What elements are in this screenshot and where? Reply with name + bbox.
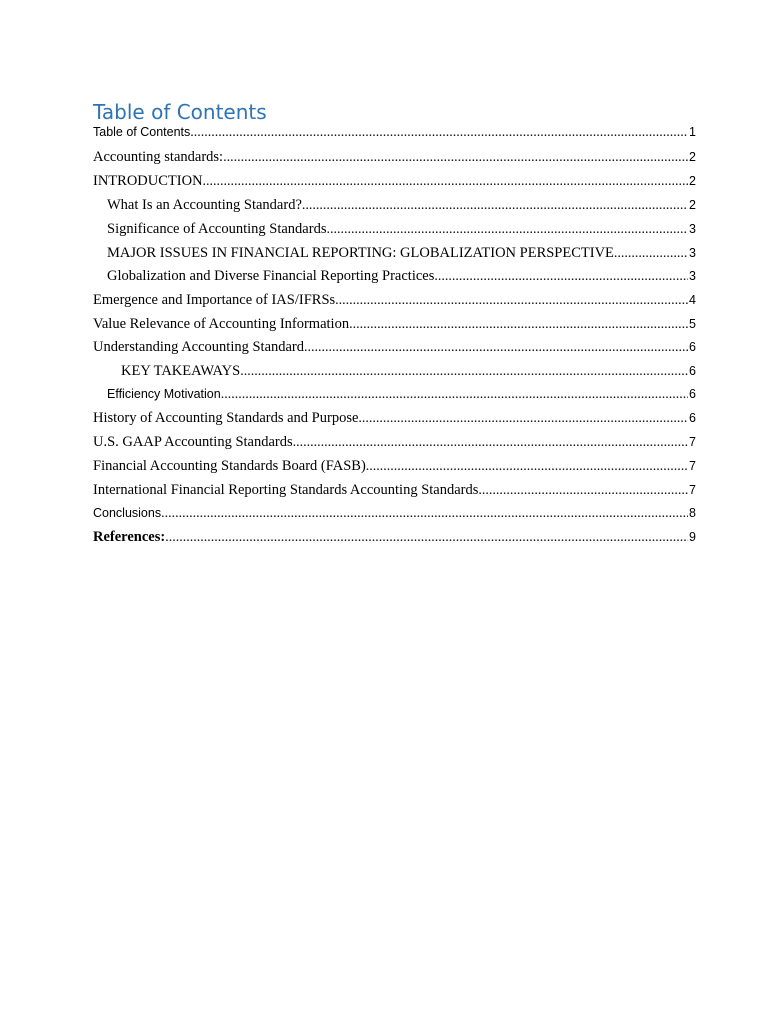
toc-dot-leader: [434, 269, 688, 285]
toc-dot-leader: [335, 293, 688, 309]
toc-page-number: 1: [689, 125, 696, 139]
toc-dot-leader: [302, 198, 688, 214]
toc-entry-text: KEY TAKEAWAYS: [121, 363, 241, 379]
toc-entry-text: Financial Accounting Standards Board (FASB): [93, 458, 366, 474]
toc-entry-text: Conclusions: [93, 506, 162, 520]
toc-entry-ifrs-standards[interactable]: [93, 482, 696, 502]
toc-entry-text: Understanding Accounting Standard: [93, 339, 305, 355]
toc-dot-leader: [293, 435, 688, 451]
toc-entry-text: U.S. GAAP Accounting Standards: [93, 434, 293, 450]
toc-entry-significance-of-accounting-standards[interactable]: [107, 221, 696, 241]
toc-dot-leader: [349, 317, 688, 333]
toc-entry-table-of-contents[interactable]: [93, 125, 696, 145]
toc-entry-references[interactable]: [93, 529, 696, 549]
toc-page-number: 7: [689, 435, 696, 449]
toc-entry-introduction[interactable]: [93, 173, 696, 193]
toc-entry-accounting-standards[interactable]: [93, 149, 696, 169]
toc-entry-text: What Is an Accounting Standard?: [107, 197, 302, 213]
toc-entry-value-relevance[interactable]: [93, 316, 696, 336]
toc-dot-leader: [223, 150, 688, 166]
toc-entry-what-is-an-accounting-standard[interactable]: [107, 197, 696, 217]
toc-page-number: 6: [689, 411, 696, 425]
toc-dot-leader: [614, 246, 688, 262]
toc-entry-text: Accounting standards:: [93, 149, 224, 165]
toc-page-number: 3: [689, 222, 696, 236]
toc-entry-text: MAJOR ISSUES IN FINANCIAL REPORTING: GLOBALIZATION PERSPECTIVE: [107, 245, 614, 261]
toc-page-number: 4: [689, 293, 696, 307]
toc-entry-text: Value Relevance of Accounting Information: [93, 316, 350, 332]
toc-entry-major-issues[interactable]: [107, 245, 696, 265]
toc-dot-leader: [165, 530, 688, 546]
toc-page-number: 6: [689, 340, 696, 354]
toc-dot-leader: [366, 459, 688, 475]
toc-entry-fasb[interactable]: [93, 458, 696, 478]
toc-entry-text: International Financial Reporting Standards Accounting Standards: [93, 482, 479, 498]
toc-entry-understanding-accounting-standard[interactable]: [93, 339, 696, 359]
toc-dot-leader: [358, 411, 688, 427]
toc-dot-leader: [478, 483, 688, 499]
toc-page-number: 6: [689, 364, 696, 378]
toc-dot-leader: [304, 340, 688, 356]
toc-entry-globalization-and-diverse-practices[interactable]: [107, 268, 696, 288]
toc-entry-efficiency-motivation[interactable]: [107, 387, 696, 407]
toc-page-number: 8: [689, 506, 696, 520]
toc-entry-text: References:: [93, 529, 166, 545]
toc-page-number: 2: [689, 150, 696, 164]
toc-entry-text: Emergence and Importance of IAS/IFRSs: [93, 292, 336, 308]
toc-entry-text: History of Accounting Standards and Purpose: [93, 410, 359, 426]
toc-dot-leader: [326, 222, 688, 238]
toc-page-number: 2: [689, 174, 696, 188]
toc-page-number: 5: [689, 317, 696, 331]
toc-entry-emergence-of-ias-ifrs[interactable]: [93, 292, 696, 312]
toc-dot-leader: [240, 364, 688, 380]
toc-entry-us-gaap[interactable]: [93, 434, 696, 454]
toc-dot-leader: [161, 506, 688, 522]
toc-entry-conclusions[interactable]: [93, 506, 696, 526]
toc-entry-text: INTRODUCTION: [93, 173, 203, 189]
toc-entry-key-takeaways[interactable]: [121, 363, 696, 383]
toc-entry-text: Significance of Accounting Standards: [107, 221, 327, 237]
toc-page-number: 3: [689, 269, 696, 283]
toc-entry-text: Efficiency Motivation: [107, 387, 221, 401]
toc-page-number: 6: [689, 387, 696, 401]
toc-page-number: 7: [689, 483, 696, 497]
toc-entry-history-of-accounting-standards[interactable]: [93, 410, 696, 430]
toc-entry-text: Globalization and Diverse Financial Reporting Practices: [107, 268, 435, 284]
toc-page-number: 2: [689, 198, 696, 212]
toc-heading: Table of Contents: [93, 100, 267, 124]
toc-entry-text: Table of Contents: [93, 125, 191, 139]
toc-dot-leader: [221, 387, 688, 403]
toc-dot-leader: [190, 125, 688, 141]
toc-page-number: 3: [689, 246, 696, 260]
toc-page-number: 9: [689, 530, 696, 544]
toc-dot-leader: [203, 174, 689, 190]
toc-page-number: 7: [689, 459, 696, 473]
